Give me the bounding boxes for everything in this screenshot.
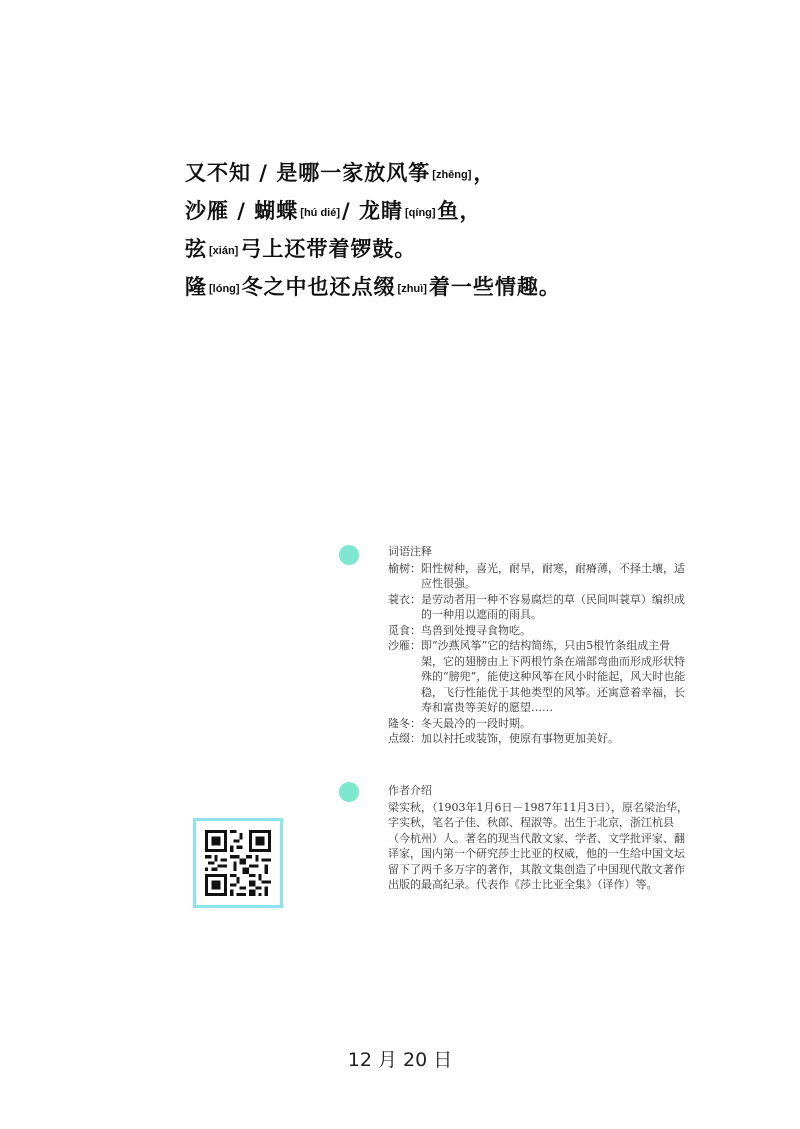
glossary-entry bbox=[388, 716, 688, 732]
glossary-bullet-dot bbox=[339, 545, 359, 565]
glossary-term: 沙雁： bbox=[388, 639, 421, 652]
poem-text: 鱼， bbox=[437, 199, 482, 223]
glossary-term: 蓑衣： bbox=[388, 592, 421, 606]
qr-code-icon bbox=[205, 830, 271, 896]
poem-text: 弦 bbox=[185, 237, 207, 261]
glossary-entry bbox=[388, 561, 688, 592]
author-bullet-dot bbox=[339, 782, 359, 802]
glossary-heading: 词语注释 bbox=[388, 545, 432, 558]
poem-line-2 bbox=[185, 196, 745, 234]
poem-text: 弓上还带着锣鼓。 bbox=[240, 237, 417, 261]
pinyin-annotation: [zhuì] bbox=[397, 283, 427, 295]
poem bbox=[185, 158, 745, 310]
author-intro bbox=[388, 783, 688, 893]
glossary-definition: 阳性树种，喜光，耐旱，耐寒，耐瘠薄，不择土壤，适应性很强。 bbox=[421, 561, 685, 590]
poem-text: 隆 bbox=[185, 275, 207, 299]
poem-line-1 bbox=[185, 158, 745, 196]
glossary bbox=[388, 544, 688, 747]
poem-text: 沙雁 / 蝴蝶 bbox=[185, 199, 299, 223]
glossary-definition: 即“沙燕风筝”它的结构简练，只由5根竹条组成主骨架，它的翅膀由上下两根竹条在端部弯曲而形成形状特殊的“膀兜”，能使这种风筝在风小时能起，风大时也能稳，飞行性能优于其他类型的风筝。还寓意着幸福，长寿和富贵等美好的愿望…… bbox=[421, 639, 686, 714]
glossary-definition: 鸟兽到处搜寻食物吃。 bbox=[421, 623, 531, 637]
author-heading: 作者介绍 bbox=[388, 784, 432, 797]
pinyin-annotation: [qíng] bbox=[405, 207, 436, 219]
pinyin-annotation: [lóng] bbox=[209, 283, 240, 295]
poem-text: 冬之中也还点缀 bbox=[241, 275, 396, 299]
glossary-definition: 加以衬托或装饰，使原有事物更加美好。 bbox=[421, 732, 619, 745]
glossary-entry bbox=[388, 592, 688, 623]
pinyin-annotation: [zhēng] bbox=[432, 169, 472, 181]
glossary-term: 觅食： bbox=[388, 623, 421, 637]
author-body: 梁实秋，（1903年1月6日－1987年11月3日），原名梁治华，字实秋，笔名子佳、秋郎、程淑等。出生于北京，浙江杭县（今杭州）人。著名的现当代散文家、学者、文学批评家、翻译家，国内第一个研究莎士比亚的权威，他的一生给中国文坛留下了两千多万字的著作，其散文集创造了中国现代散文著作出版的最高纪录。代表作《莎士比亚全集》（译作）等。 bbox=[388, 800, 688, 891]
pinyin-annotation: [xián] bbox=[209, 245, 239, 257]
glossary-entry bbox=[388, 623, 688, 639]
pinyin-annotation: [hú dié] bbox=[300, 207, 341, 219]
poem-text: 又不知 / 是哪一家放风筝 bbox=[185, 161, 431, 185]
qr-code[interactable] bbox=[193, 818, 283, 908]
poem-line-3 bbox=[185, 234, 745, 272]
page-date: 12 月 20 日 bbox=[347, 1049, 453, 1071]
glossary-term: 榆树： bbox=[388, 561, 421, 575]
poem-text: 着一些情趣。 bbox=[428, 275, 561, 299]
glossary-definition: 是劳动者用一种不容易腐烂的草（民间叫蓑草）编织成的一种用以遮雨的雨具。 bbox=[421, 592, 685, 621]
glossary-entry bbox=[388, 638, 688, 716]
poem-text: / 龙睛 bbox=[342, 199, 403, 223]
poem-line-4 bbox=[185, 272, 745, 310]
glossary-term: 点缀： bbox=[388, 732, 421, 745]
glossary-definition: 冬天最冷的一段时期。 bbox=[421, 716, 531, 730]
glossary-entry bbox=[388, 731, 688, 747]
poem-text: ， bbox=[473, 161, 496, 185]
glossary-term: 隆冬： bbox=[388, 716, 421, 730]
